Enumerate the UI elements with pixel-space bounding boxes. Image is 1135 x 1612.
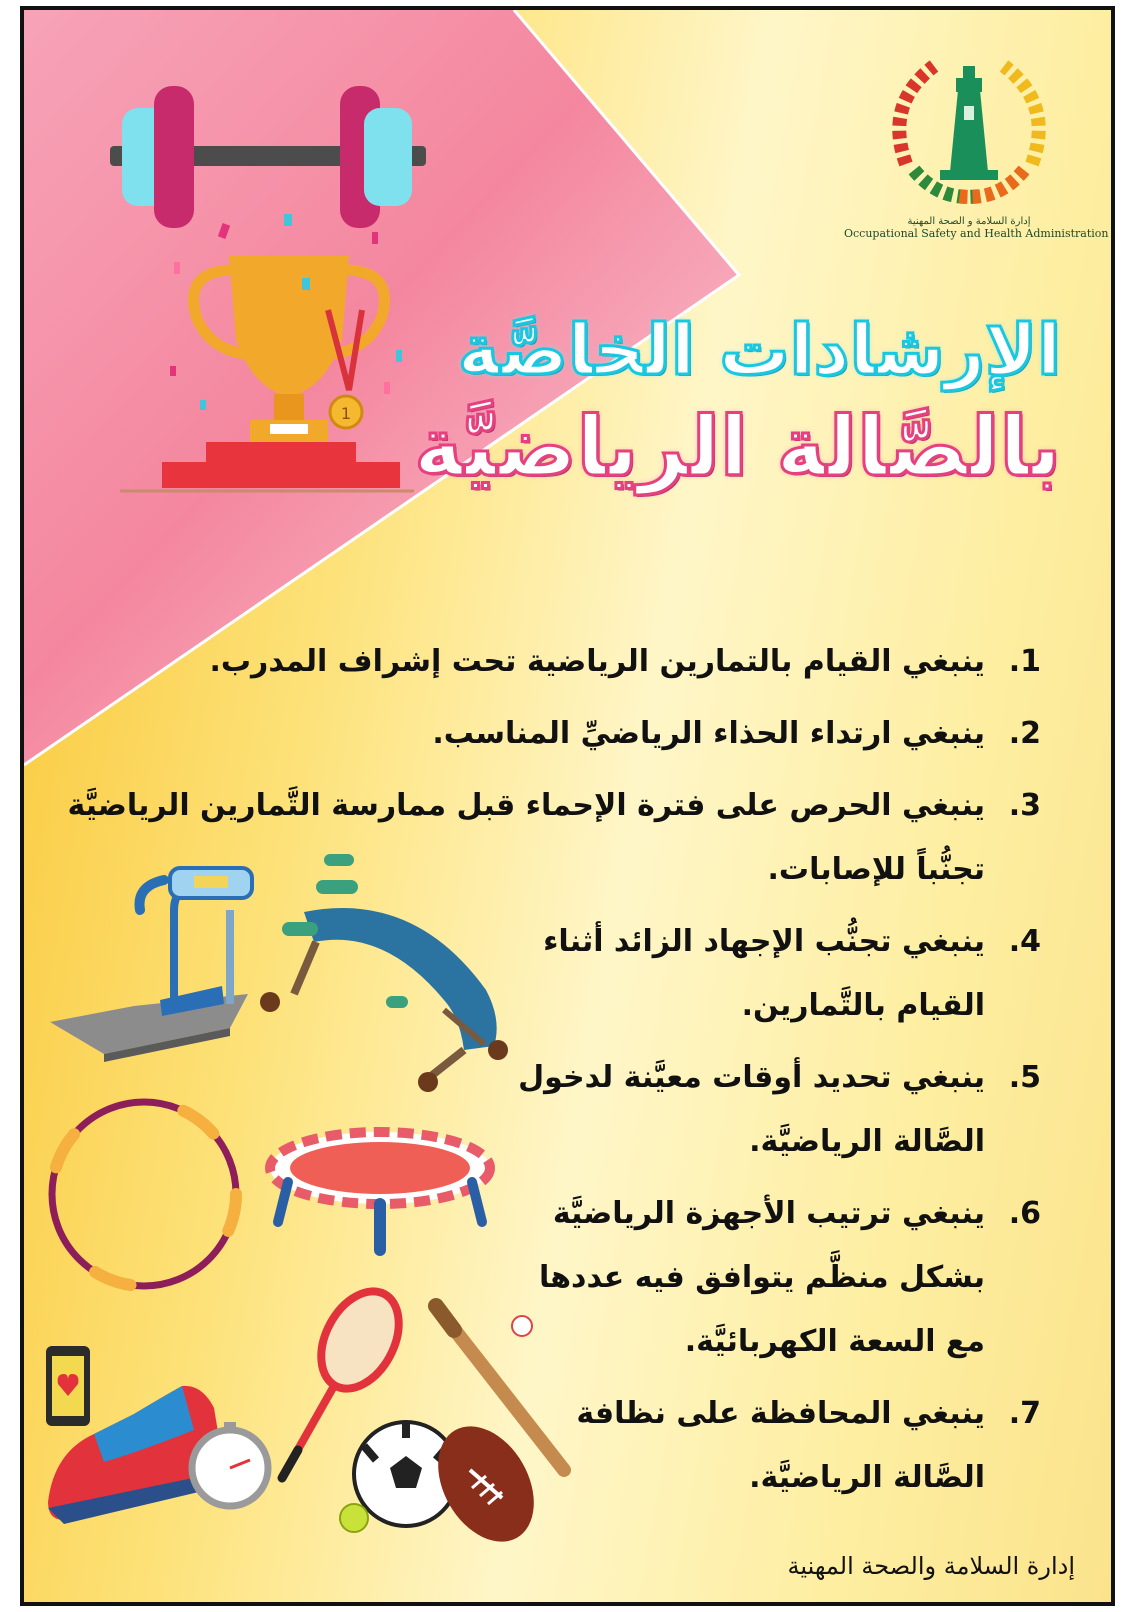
list-item-number: 7. bbox=[1008, 1396, 1041, 1431]
logo-arabic-caption: إدارة السلامة و الصحة المهنية bbox=[907, 216, 1031, 227]
list-item-line: القيام بالتَّمارين. bbox=[741, 988, 985, 1023]
medal-icon bbox=[328, 310, 362, 428]
list-item-line: الصَّالة الرياضيَّة. bbox=[749, 1124, 985, 1159]
list-item-text bbox=[67, 774, 985, 902]
list-item-text bbox=[81, 630, 985, 694]
list-item-line: ينبغي ارتداء الحذاء الرياضيِّ المناسب. bbox=[432, 716, 985, 751]
list-item-line: ينبغي المحافظة على نظافة bbox=[576, 1396, 985, 1431]
list-item bbox=[81, 1046, 1041, 1174]
guidelines-list bbox=[67, 630, 1041, 1518]
svg-text:1: 1 bbox=[340, 404, 352, 423]
list-item bbox=[81, 1182, 1041, 1374]
list-item-number: 2. bbox=[1008, 716, 1041, 751]
list-item-text bbox=[505, 1182, 985, 1374]
title-line-2: بالصَّالة الرياضيَّة bbox=[414, 399, 1061, 495]
lighthouse-wreath-emblem bbox=[884, 44, 1054, 214]
poster bbox=[20, 6, 1115, 1606]
list-item-line: ينبغي ترتيب الأجهزة الرياضيَّة bbox=[552, 1196, 985, 1231]
list-item-line: ينبغي القيام بالتمارين الرياضية تحت إشراف المدرب. bbox=[209, 644, 985, 679]
list-item bbox=[81, 630, 1041, 694]
dumbbell-icon bbox=[110, 86, 426, 228]
list-item-line: ينبغي تحديد أوقات معيَّنة لدخول bbox=[518, 1060, 985, 1095]
list-item-number: 6. bbox=[1008, 1196, 1041, 1231]
footer-organization: إدارة السلامة والصحة المهنية bbox=[787, 1552, 1075, 1580]
list-item-text bbox=[505, 910, 985, 1038]
poster-title bbox=[414, 309, 1061, 495]
list-item-line: مع السعة الكهربائيَّة. bbox=[684, 1324, 985, 1359]
list-item-line: تجنُّباً للإصابات. bbox=[767, 852, 985, 887]
list-item-line: بشكل منظَّم يتوافق فيه عددها bbox=[538, 1260, 985, 1295]
list-item bbox=[81, 702, 1041, 766]
logo-english-caption: Occupational Safety and Health Administration bbox=[844, 227, 1109, 240]
list-item bbox=[81, 910, 1041, 1038]
list-item-number: 5. bbox=[1008, 1060, 1041, 1095]
trophy-icon bbox=[120, 256, 414, 491]
list-item-text bbox=[505, 1046, 985, 1174]
list-item bbox=[81, 1382, 1041, 1510]
title-line-1: الإرشادات الخاصَّة bbox=[457, 309, 1061, 391]
list-item-line: الصَّالة الرياضيَّة. bbox=[749, 1460, 985, 1495]
list-item-number: 3. bbox=[1008, 788, 1041, 823]
list-item-line: ينبغي تجنُّب الإجهاد الزائد أثناء bbox=[543, 924, 985, 959]
osha-logo bbox=[844, 44, 1109, 274]
list-item-text bbox=[81, 702, 985, 766]
list-item-number: 1. bbox=[1008, 644, 1041, 679]
list-item bbox=[67, 774, 1041, 902]
list-item-line: ينبغي الحرص على فترة الإحماء قبل ممارسة التَّمارين الرياضيَّة bbox=[67, 788, 985, 823]
list-item-number: 4. bbox=[1008, 924, 1041, 959]
list-item-text bbox=[505, 1382, 985, 1510]
